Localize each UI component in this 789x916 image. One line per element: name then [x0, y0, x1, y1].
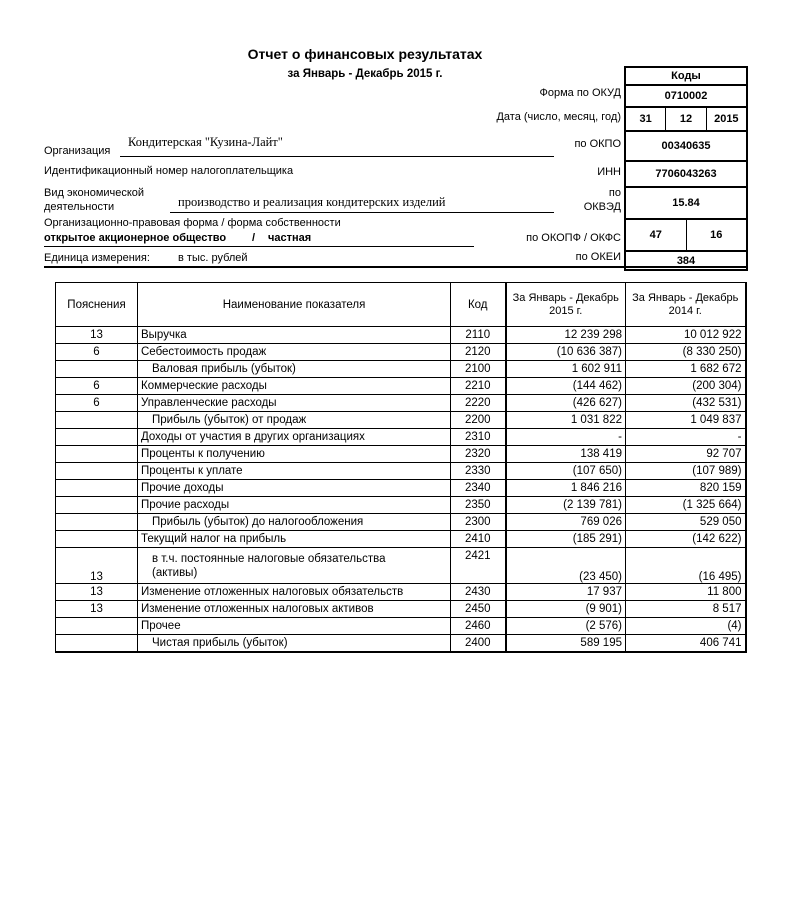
row-code: 2421: [451, 548, 506, 584]
row-exp: [56, 480, 138, 497]
row-exp: [56, 463, 138, 480]
unit-label: Единица измерения:: [44, 252, 150, 264]
activity-label-2: деятельности: [44, 201, 115, 213]
row-code: 2330: [451, 463, 506, 480]
row-exp: [56, 412, 138, 429]
row-cur: (23 450): [506, 548, 626, 584]
table-row: [56, 463, 746, 480]
row-name-line-2: (активы): [152, 566, 198, 579]
row-code: 2220: [451, 395, 506, 412]
inn-label: ИНН: [597, 166, 621, 178]
col-code: Код: [451, 283, 506, 327]
row-prev: 11 800: [626, 584, 746, 601]
row-code: 2200: [451, 412, 506, 429]
report-title: Отчет о финансовых результатах: [247, 46, 483, 62]
row-exp: [56, 618, 138, 635]
row-prev: 529 050: [626, 514, 746, 531]
table-row: [56, 584, 746, 601]
codes-grid: [624, 66, 748, 271]
activity-underline: [170, 212, 554, 213]
row-code: 2310: [451, 429, 506, 446]
table-row: [56, 531, 746, 548]
row-code: 2430: [451, 584, 506, 601]
row-code: 2460: [451, 618, 506, 635]
row-code: 2210: [451, 378, 506, 395]
row-exp: 13: [56, 584, 138, 601]
row-cur: (10 636 387): [506, 344, 626, 361]
row-exp: 6: [56, 395, 138, 412]
row-code: 2300: [451, 514, 506, 531]
date-year: 2015: [706, 108, 746, 130]
okud-label: Форма по ОКУД: [539, 87, 621, 99]
inn-field-label: Идентификационный номер налогоплательщика: [44, 165, 294, 177]
row-name: Чистая прибыль (убыток): [138, 635, 451, 653]
row-cur: (2 139 781): [506, 497, 626, 514]
row-code: 2340: [451, 480, 506, 497]
row-cur: (185 291): [506, 531, 626, 548]
row-code: 2350: [451, 497, 506, 514]
row-code: 2100: [451, 361, 506, 378]
row-exp: [56, 429, 138, 446]
okei-label: по ОКЕИ: [575, 251, 621, 263]
okpo-label: по ОКПО: [574, 138, 621, 150]
row-name: Себестоимость продаж: [138, 344, 451, 361]
row-cur: (2 576): [506, 618, 626, 635]
row-exp: [56, 514, 138, 531]
row-name: Управленческие расходы: [138, 395, 451, 412]
row-exp: [56, 446, 138, 463]
codes-title: Коды: [671, 70, 701, 82]
col-explanations: Пояснения: [56, 283, 138, 327]
table-row: [56, 446, 746, 463]
table-row: [56, 327, 746, 344]
row-code: 2450: [451, 601, 506, 618]
table-row: [56, 618, 746, 635]
table-row: [56, 395, 746, 412]
row-name: Прочие расходы: [138, 497, 451, 514]
okopf-label: по ОКОПФ / ОКФС: [526, 232, 621, 244]
row-exp: 6: [56, 378, 138, 395]
row-name: Коммерческие расходы: [138, 378, 451, 395]
org-underline: [120, 156, 554, 157]
report-period: за Январь - Декабрь 2015 г.: [287, 68, 443, 80]
okpo-value: 00340635: [661, 140, 711, 152]
row-name: [138, 548, 451, 584]
col-indicator: Наименование показателя: [138, 283, 451, 327]
legal-form-underline: [44, 246, 474, 247]
row-name: Изменение отложенных налоговых обязательств: [138, 584, 451, 601]
okved-label-1: по: [608, 187, 621, 199]
row-name: Прочие доходы: [138, 480, 451, 497]
header-bottom-rule: [44, 266, 748, 268]
table-row: [56, 429, 746, 446]
legal-form-label: Организационно-правовая форма / форма собственности: [44, 217, 341, 229]
row-name: Текущий налог на прибыль: [138, 531, 451, 548]
row-name: Проценты к уплате: [138, 463, 451, 480]
row-prev: 1 049 837: [626, 412, 746, 429]
date-month: 12: [665, 108, 705, 130]
row-code: 2110: [451, 327, 506, 344]
row-exp: 13: [56, 548, 138, 584]
table-row: [56, 514, 746, 531]
legal-form-value: открытое акционерное общество: [44, 232, 227, 244]
row-cur: -: [506, 429, 626, 446]
row-prev: 1 682 672: [626, 361, 746, 378]
row-prev: 820 159: [626, 480, 746, 497]
table-row: [56, 548, 746, 584]
financial-results-table: [55, 282, 747, 653]
okopf-value: 47: [649, 229, 662, 241]
okfs-value: 16: [686, 220, 747, 250]
date-label: Дата (число, месяц, год): [496, 111, 621, 123]
row-cur: 138 419: [506, 446, 626, 463]
okei-value: 384: [676, 254, 696, 267]
okud-value: 0710002: [664, 90, 708, 102]
activity-value: производство и реализация кондитерских изделий: [178, 195, 446, 209]
row-name-line-1: в т.ч. постоянные налоговые обязательства: [152, 552, 386, 565]
table-row: [56, 497, 746, 514]
row-name: Доходы от участия в других организациях: [138, 429, 451, 446]
row-code: 2120: [451, 344, 506, 361]
row-prev: (1 325 664): [626, 497, 746, 514]
row-cur: 769 026: [506, 514, 626, 531]
row-name: Прибыль (убыток) от продаж: [138, 412, 451, 429]
table-row: [56, 344, 746, 361]
row-cur: 589 195: [506, 635, 626, 653]
row-name: Выручка: [138, 327, 451, 344]
org-label: Организация: [44, 145, 111, 157]
row-cur: (107 650): [506, 463, 626, 480]
row-code: 2400: [451, 635, 506, 653]
col-previous-year: За Январь - Декабрь 2014 г.: [626, 283, 746, 327]
row-prev: 8 517: [626, 601, 746, 618]
legal-form-separator: /: [252, 232, 256, 244]
row-code: 2320: [451, 446, 506, 463]
row-code: 2410: [451, 531, 506, 548]
row-prev: (107 989): [626, 463, 746, 480]
row-prev: (142 622): [626, 531, 746, 548]
row-exp: [56, 531, 138, 548]
row-cur: 12 239 298: [506, 327, 626, 344]
table-header-row: [56, 283, 746, 327]
row-prev: (8 330 250): [626, 344, 746, 361]
row-prev: 92 707: [626, 446, 746, 463]
col-current-year: За Январь - Декабрь 2015 г.: [506, 283, 626, 327]
row-name: Проценты к получению: [138, 446, 451, 463]
table-row: [56, 412, 746, 429]
row-exp: 6: [56, 344, 138, 361]
row-exp: 13: [56, 327, 138, 344]
row-cur: 1 602 911: [506, 361, 626, 378]
row-exp: 13: [56, 601, 138, 618]
row-cur: (144 462): [506, 378, 626, 395]
org-name: Кондитерская "Кузина-Лайт": [128, 135, 283, 149]
row-name: Прочее: [138, 618, 451, 635]
inn-value: 7706043263: [655, 168, 717, 180]
activity-label-1: Вид экономической: [44, 187, 145, 199]
table-row: [56, 361, 746, 378]
row-prev: 10 012 922: [626, 327, 746, 344]
date-day: 31: [639, 113, 652, 125]
row-cur: 17 937: [506, 584, 626, 601]
okved-label-2: ОКВЭД: [583, 201, 621, 213]
okved-value: 15.84: [672, 197, 700, 209]
ownership-value: частная: [268, 232, 312, 244]
row-cur: (426 627): [506, 395, 626, 412]
row-cur: 1 031 822: [506, 412, 626, 429]
table-row: [56, 480, 746, 497]
row-prev: -: [626, 429, 746, 446]
row-exp: [56, 635, 138, 653]
table-row: [56, 635, 746, 653]
row-exp: [56, 361, 138, 378]
row-name: Изменение отложенных налоговых активов: [138, 601, 451, 618]
table-row: [56, 378, 746, 395]
row-prev: (200 304): [626, 378, 746, 395]
row-exp: [56, 497, 138, 514]
row-prev: (432 531): [626, 395, 746, 412]
unit-value: в тыс. рублей: [178, 252, 248, 264]
row-prev: (16 495): [626, 548, 746, 584]
row-prev: 406 741: [626, 635, 746, 653]
row-name: Прибыль (убыток) до налогообложения: [138, 514, 451, 531]
table-row: [56, 601, 746, 618]
row-cur: 1 846 216: [506, 480, 626, 497]
row-name: Валовая прибыль (убыток): [138, 361, 451, 378]
row-cur: (9 901): [506, 601, 626, 618]
row-prev: (4): [626, 618, 746, 635]
